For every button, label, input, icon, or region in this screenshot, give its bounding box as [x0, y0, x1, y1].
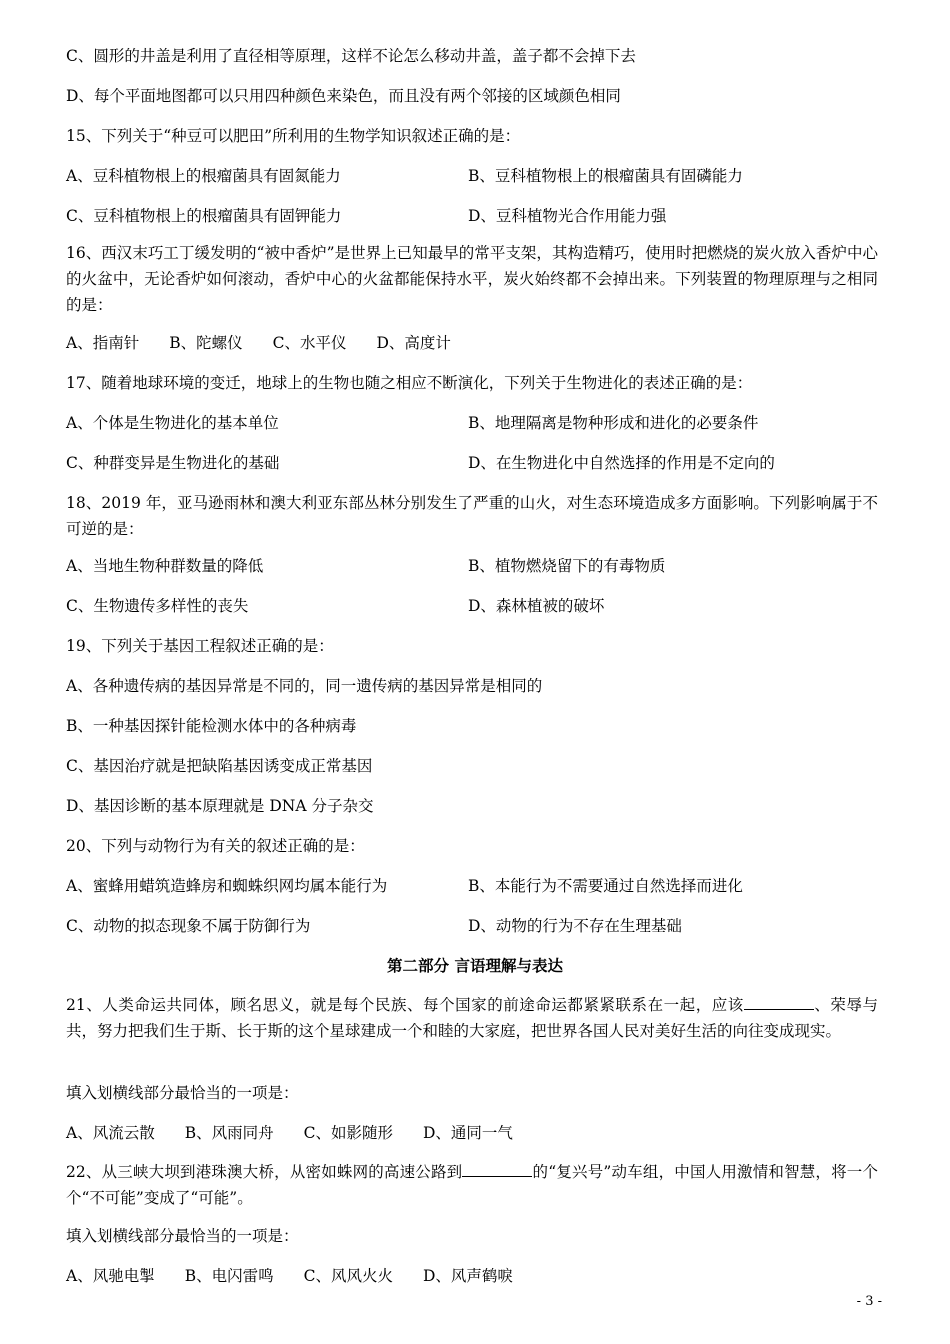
q20-option-b: B、本能行为不需要通过自然选择而进化 — [468, 877, 743, 895]
q19-option-b: B、一种基因探针能检测水体中的各种病毒 — [66, 717, 357, 735]
q18-option-a: A、当地生物种群数量的降低 — [66, 557, 264, 575]
q17-option-b: B、地理隔离是物种形成和进化的必要条件 — [468, 414, 759, 432]
q16-option-c: C、水平仪 — [272, 334, 347, 352]
q16-option-d: D、高度计 — [376, 334, 451, 352]
q21-option-c: C、如影随形 — [303, 1124, 393, 1142]
q18-stem: 18、2019 年，亚马逊雨林和澳大利亚东部丛林分别发生了严重的山火，对生态环境造成多方面影响。下列影响属于不可逆的是： — [66, 494, 878, 538]
q21-stem — [66, 992, 878, 1044]
q19-option-c: C、基因治疗就是把缺陷基因诱变成正常基因 — [66, 757, 373, 775]
q22-option-a: A、风驰电掣 — [66, 1267, 155, 1285]
q22-stem-after: 的“复兴号”动车组，中国人用激情和智慧，将一个个“不可能”变成了“可能”。 — [66, 1163, 878, 1207]
q21-stem-after: 、荣辱与共，努力把我们生于斯、长于斯的这个星球建成一个和睦的大家庭，把世界各国人民对美好生活的向往变成现实。 — [66, 996, 878, 1040]
q21-prompt: 填入划横线部分最恰当的一项是： — [66, 1084, 299, 1102]
q14-option-d: D、每个平面地图都可以只用四种颜色来染色，而且没有两个邻接的区域颜色相同 — [66, 87, 621, 105]
q22-stem-before: 22、从三峡大坝到港珠澳大桥，从密如蛛网的高速公路到 — [66, 1163, 463, 1181]
q16-stem: 16、西汉末巧工丁缓发明的“被中香炉”是世界上已知最早的常平支架，其构造精巧，使用时把燃烧的炭火放入香炉中心的火盆中，无论香炉如何滚动，香炉中心的火盆都能保持水平，炭火始终都不会掉出来。下列装置的物理原理与之相同的是： — [66, 244, 878, 314]
q20-stem: 20、下列与动物行为有关的叙述正确的是： — [66, 837, 365, 855]
q15-option-a: A、豆科植物根上的根瘤菌具有固氮能力 — [66, 167, 341, 185]
q16-option-b: B、陀螺仪 — [169, 334, 243, 352]
q15-stem: 15、下列关于“种豆可以肥田”所利用的生物学知识叙述正确的是： — [66, 127, 521, 145]
q19-option-d: D、基因诊断的基本原理就是 DNA 分子杂交 — [66, 797, 374, 815]
q22-prompt: 填入划横线部分最恰当的一项是： — [66, 1227, 299, 1245]
q18-option-d: D、森林植被的破坏 — [468, 597, 605, 615]
section-title: 第二部分 言语理解与表达 — [387, 956, 563, 975]
q15-option-c: C、豆科植物根上的根瘤菌具有固钾能力 — [66, 207, 342, 225]
q17-option-d: D、在生物进化中自然选择的作用是不定向的 — [468, 454, 775, 472]
q22-options — [66, 1266, 543, 1286]
q21-stem-before: 21、人类命运共同体，顾名思义，就是每个民族、每个国家的前途命运都紧紧联系在一起，应该 — [66, 996, 744, 1014]
page-number: - 3 - — [856, 1294, 882, 1309]
q17-option-c: C、种群变异是生物进化的基础 — [66, 454, 280, 472]
q15-option-d: D、豆科植物光合作用能力强 — [468, 207, 667, 225]
q22-blank — [462, 1162, 532, 1177]
q21-options — [66, 1123, 543, 1143]
q18-option-c: C、生物遗传多样性的丧失 — [66, 597, 249, 615]
q16-options — [66, 333, 481, 353]
q18-option-b: B、植物燃烧留下的有毒物质 — [468, 557, 666, 575]
q22-option-d: D、风声鹤唳 — [422, 1267, 513, 1285]
q17-option-a: A、个体是生物进化的基本单位 — [66, 414, 279, 432]
q22-option-b: B、电闪雷鸣 — [184, 1267, 274, 1285]
q20-option-d: D、动物的行为不存在生理基础 — [468, 917, 682, 935]
q15-option-b: B、豆科植物根上的根瘤菌具有固磷能力 — [468, 167, 743, 185]
q21-option-a: A、风流云散 — [66, 1124, 155, 1142]
q22-stem — [66, 1159, 878, 1211]
q14-option-c: C、圆形的井盖是利用了直径相等原理，这样不论怎么移动井盖，盖子都不会掉下去 — [66, 47, 636, 65]
q20-option-c: C、动物的拟态现象不属于防御行为 — [66, 917, 311, 935]
q19-option-a: A、各种遗传病的基因异常是不同的，同一遗传病的基因异常是相同的 — [66, 677, 543, 695]
q21-option-d: D、通同一气 — [422, 1124, 513, 1142]
q16-option-a: A、指南针 — [66, 334, 140, 352]
q20-option-a: A、蜜蜂用蜡筑造蜂房和蜘蛛织网均属本能行为 — [66, 877, 388, 895]
q21-blank — [744, 995, 814, 1010]
q22-option-c: C、风风火火 — [303, 1267, 393, 1285]
q21-option-b: B、风雨同舟 — [184, 1124, 274, 1142]
q17-stem: 17、随着地球环境的变迁，地球上的生物也随之相应不断演化，下列关于生物进化的表述正确的是： — [66, 374, 753, 392]
q19-stem: 19、下列关于基因工程叙述正确的是： — [66, 637, 334, 655]
